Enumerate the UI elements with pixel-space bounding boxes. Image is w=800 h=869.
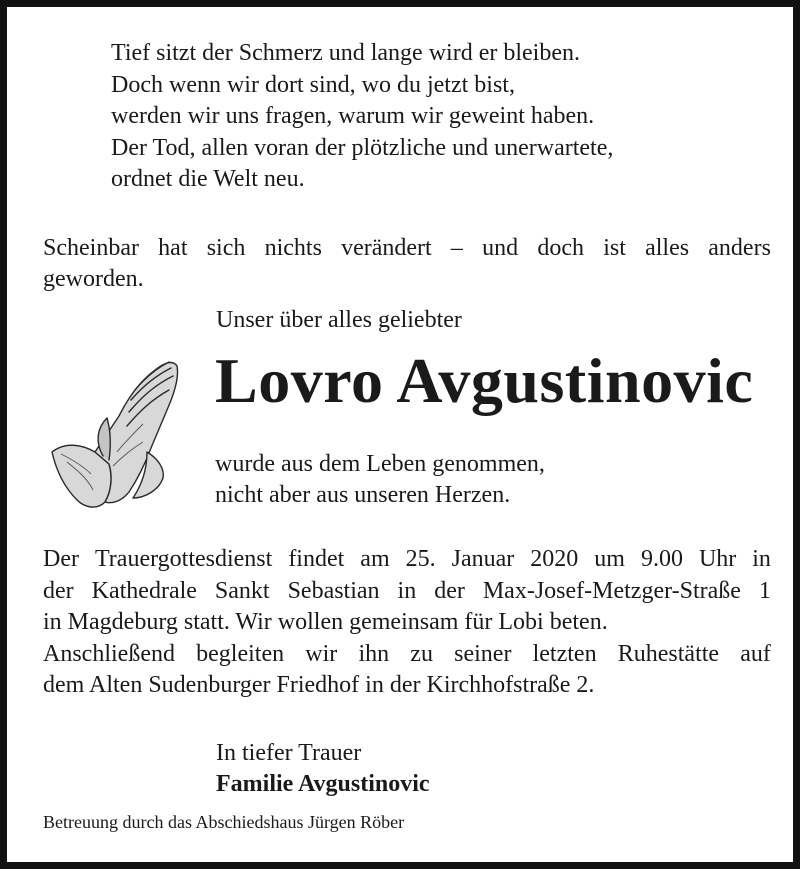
word: 2020 — [530, 546, 579, 572]
poem-line: werden wir uns fragen, warum wir geweint haben. — [111, 103, 595, 129]
word: 25. — [405, 546, 436, 572]
mourning-line: In tiefer Trauer — [216, 740, 362, 766]
word: ihn — [358, 640, 390, 667]
word: ist — [603, 235, 626, 261]
intro-line: Unser über alles geliebter — [216, 307, 462, 333]
word: begleiten — [196, 640, 285, 667]
service-paragraph — [43, 544, 771, 702]
justified-line — [43, 576, 771, 608]
word: Januar — [451, 546, 515, 572]
justified-line — [43, 233, 771, 264]
word: – — [450, 235, 463, 261]
paragraph-line: geworden. — [43, 266, 144, 292]
word: Der — [43, 546, 79, 572]
word: der — [43, 577, 74, 604]
poem-line: Der Tod, allen voran der plötzliche und unerwartete, — [111, 134, 614, 161]
word: sich — [206, 235, 246, 261]
intro-paragraph — [43, 233, 771, 295]
poem-line: Tief sitzt der Schmerz und lange wird er bleiben. — [111, 40, 580, 66]
word: Scheinbar — [43, 235, 139, 261]
paragraph-line: in Magdeburg statt. Wir wollen gemeinsam für Lobi beten. — [43, 609, 608, 635]
word: in — [752, 546, 771, 572]
word: Sankt — [214, 577, 270, 604]
word: doch — [537, 235, 584, 261]
word: Trauergottesdienst — [94, 546, 273, 572]
tribute-line: wurde aus dem Leben genommen, — [215, 451, 545, 477]
mourning-block — [216, 738, 430, 800]
tribute-line: nicht aber aus unseren Herzen. — [215, 482, 511, 508]
word: und — [482, 235, 519, 261]
word: um — [594, 546, 625, 572]
word: alles — [645, 235, 690, 261]
word: der — [434, 577, 465, 604]
word: in — [397, 577, 417, 604]
word: anders — [708, 235, 771, 261]
word: Sebastian — [287, 577, 380, 604]
word: seiner — [454, 640, 512, 667]
family-name: Familie Avgustinovic — [216, 771, 430, 797]
poem-verse — [111, 38, 613, 196]
justified-line — [43, 544, 771, 576]
praying-hands-icon — [47, 352, 182, 512]
poem-line: Doch wenn wir dort sind, wo du jetzt bist, — [111, 71, 515, 98]
word: Ruhestätte — [617, 640, 720, 667]
word: findet — [288, 546, 345, 572]
paragraph-line: dem Alten Sudenburger Friedhof in der Kirchhofstraße 2. — [43, 672, 595, 698]
word: 9.00 — [640, 546, 683, 572]
justified-line — [43, 639, 771, 671]
word: verändert — [341, 235, 432, 261]
word: auf — [740, 640, 771, 667]
deceased-name: Lovro Avgustinovic — [215, 345, 754, 416]
word: am — [360, 546, 390, 572]
poem-line: ordnet die Welt neu. — [111, 166, 305, 192]
word: Anschließend — [43, 640, 175, 667]
word: zu — [410, 640, 433, 667]
word: wir — [305, 640, 338, 667]
word: hat — [158, 235, 188, 261]
word: Kathedrale — [91, 577, 197, 604]
tribute-lines — [215, 449, 545, 511]
word: 1 — [758, 577, 771, 604]
word: Uhr — [698, 546, 737, 572]
word: Max-Josef-Metzger-Straße — [482, 577, 741, 604]
funeral-home-note: Betreuung durch das Abschiedshaus Jürgen Röber — [43, 812, 405, 832]
word: letzten — [532, 640, 597, 667]
word: nichts — [264, 235, 322, 261]
